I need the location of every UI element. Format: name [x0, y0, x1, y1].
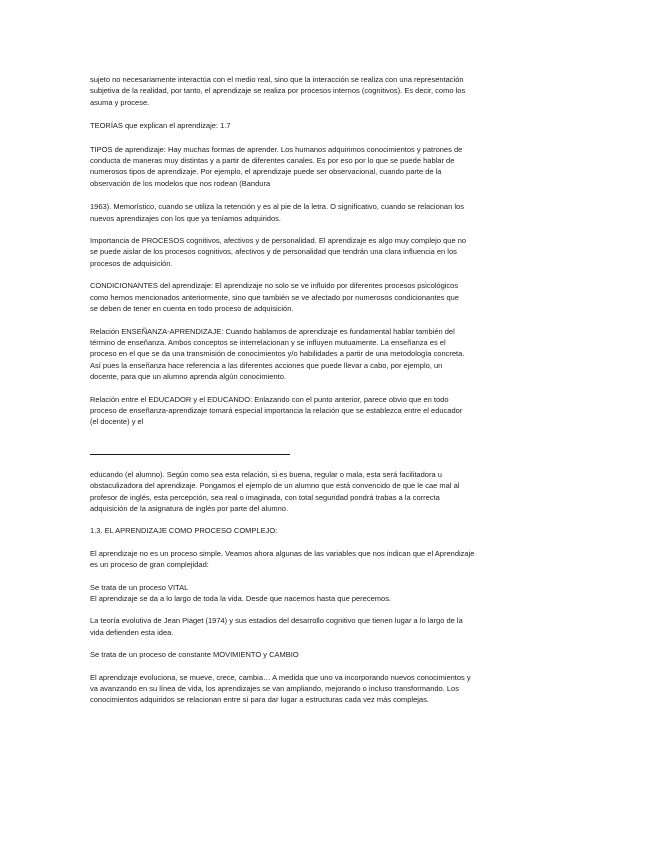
paragraph-processes: Importancia de PROCESOS cognitivos, afectivos y de personalidad. El aprendizaje es algo muy complejo que no se puede aislar de los procesos cognitivos, afectivos y de personalidad que tendrán una clara influencia en los procesos de adquisición.	[90, 236, 467, 268]
paragraph-types: TIPOS de aprendizaje: Hay muchas formas de aprender. Los humanos adquirimos conocimientos y patrones de conducta de maneras muy distintas y a partir de diferentes canales. Es por eso por lo que se puede hablar de numerosos tipos de aprendizaje. Por ejemplo, el aprendizaje puede ser observacional, cuando parte de la observación de los modelos que nos rodean (Bandura	[90, 144, 463, 188]
section-heading-complex-process: 1.3. EL APRENDIZAJE COMO PROCESO COMPLEJO:	[90, 526, 278, 536]
paragraph-movement-change: Se trata de un proceso de constante MOVIMIENTO y CAMBIO	[90, 650, 299, 660]
footnote-divider	[90, 454, 290, 455]
paragraph-educator-learner: Relación entre el EDUCADOR y el EDUCANDO: Enlazando con el punto anterior, parece obvio que en todo proceso de enseñanza-aprendizaje tomará especial importancia la relación que se establezca entre el educador (el docente) y el	[90, 394, 463, 427]
document-page	[90, 74, 570, 706]
paragraph-memoristic: 1963). Memorístico, cuando se utiliza la retención y es al pie de la letra. O significativo, cuando se relacionan los nuevos aprendizajes con los que ya teníamos adquiridos.	[90, 202, 464, 223]
paragraph-teaching-learning: Relación ENSEÑANZA-APRENDIZAJE: Cuando hablamos de aprendizaje es fundamental hablar también del término de enseñanza. Ambos conceptos se interrelacionan y se influyen mutuamente. La enseñanza es el proceso en el que se da una transmisión de conocimientos y/o habilidades a partir de una metodología concreta. Así pues la enseñanza hace referencia a las diferentes acciones que puede llevar a cabo, por ejemplo, un docente, para que un alumno aprenda algún conocimiento.	[90, 326, 465, 382]
paragraph-piaget: La teoría evolutiva de Jean Piaget (1974) y sus estadios del desarrollo cognitivo que tienen lugar a lo largo de la vida defienden esta idea.	[90, 616, 463, 637]
paragraph-conditioning: CONDICIONANTES del aprendizaje: El aprendizaje no solo se ve influido por diferentes procesos psicológicos como hemos mencionados anteriormente, sino que también se ve afectado por numerosos condicionantes que se deben de tener en cuenta en todo proceso de adquisición.	[90, 281, 459, 314]
paragraph-vital-process: Se trata de un proceso VITAL El aprendizaje se da a lo largo de toda la vida. Desde que nacemos hasta que perecemos.	[90, 582, 392, 603]
paragraph-cognitive-intro: sujeto no necesariamente interactúa con el medio real, sino que la interacción se realiza con una representación subjetiva de la realidad, por tanto, el aprendizaje se realiza por procesos internos (cognitivos). Es decir, como los asuma y procese.	[90, 75, 466, 107]
paragraph-not-simple: El aprendizaje no es un proceso simple. Veamos ahora algunas de las variables que nos indican que el Aprendizaje es un proceso de gran complejidad:	[90, 548, 475, 570]
paragraph-evolution: El aprendizaje evoluciona, se mueve, crece, cambia… A medida que uno va incorporando nuevos conocimientos y va avanzando en su línea de vida, los aprendizajes se van ampliando, mejorando o incluso transformando. Los conocimientos adquiridos se relacionan entre sí para dar lugar a estructuras cada vez más complejas.	[90, 672, 471, 705]
paragraph-learner-relation: educando (el alumno). Según como sea esta relación, si es buena, regular o mala, esta será facilitadora u obstaculizadora del aprendizaje. Pongamos el ejemplo de un alumno que está convencido de que le cae mal al profesor de inglés, esta percepción, sea real o imaginada, con total seguridad pondrá trabas a la correcta adquisición de la asignatura de inglés por parte del alumno.	[90, 469, 460, 513]
paragraph-theories: TEORÍAS que explican el aprendizaje: 1.7	[90, 121, 231, 131]
